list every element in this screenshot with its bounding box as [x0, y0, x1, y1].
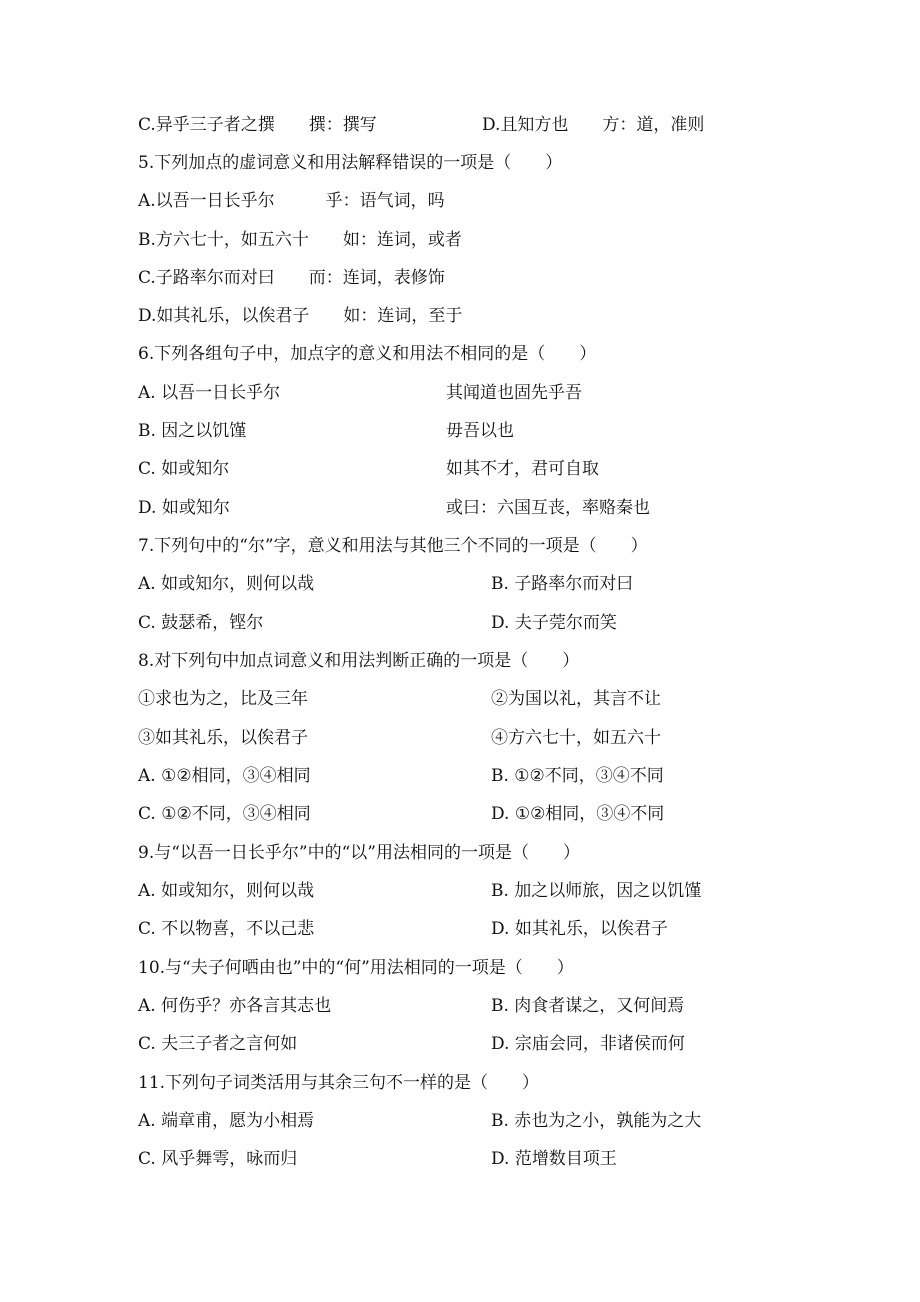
q5-option-a: A.以吾一日长乎尔 乎：语气词，吗: [138, 191, 445, 211]
q7-option-c: C. 鼓瑟希，铿尔: [138, 613, 264, 633]
q6-option-c-left: C. 如或知尔: [138, 459, 230, 479]
line-1a: C.异乎三子者之撰 撰：撰写: [138, 115, 377, 135]
q8-item-1: ①求也为之，比及三年: [138, 689, 308, 709]
q5-option-b: B.方六七十，如五六十 如：连词，或者: [138, 230, 462, 250]
q6-option-a-right: 其闻道也固先乎吾: [446, 383, 582, 403]
q9-option-c: C. 不以物喜，不以己悲: [138, 919, 315, 939]
question-5: 5.下列加点的虚词意义和用法解释错误的一项是（ ）: [138, 153, 563, 173]
q5-option-d: D.如其礼乐，以俟君子 如：连词，至于: [138, 306, 463, 326]
question-9: 9.与“以吾一日长乎尔”中的“以”用法相同的一项是（ ）: [138, 843, 580, 863]
q11-option-c: C. 风乎舞雩，咏而归: [138, 1149, 298, 1169]
q11-option-d: D. 范增数目项王: [491, 1149, 617, 1169]
q8-option-c: C. ①②不同，③④相同: [138, 804, 311, 824]
q8-option-b: B. ①②不同，③④不同: [491, 766, 664, 786]
question-8: 8.对下列句中加点词意义和用法判断正确的一项是（ ）: [138, 651, 580, 671]
q6-option-c-right: 如其不才，君可自取: [446, 459, 599, 479]
question-7: 7.下列句中的“尔”字，意义和用法与其他三个不同的一项是（ ）: [138, 536, 648, 556]
q6-option-a-left: A. 以吾一日长乎尔: [138, 383, 281, 403]
q10-option-d: D. 宗庙会同，非诸侯而何: [491, 1034, 685, 1054]
q8-option-a: A. ①②相同，③④相同: [138, 766, 311, 786]
q9-option-d: D. 如其礼乐，以俟君子: [491, 919, 668, 939]
q6-option-d-left: D. 如或知尔: [138, 498, 230, 518]
q8-item-3: ③如其礼乐，以俟君子: [138, 728, 308, 748]
q10-option-a: A. 何伤乎？亦各言其志也: [138, 996, 332, 1016]
q6-option-b-left: B. 因之以饥馑: [138, 421, 247, 441]
q6-option-d-right: 或曰：六国互丧，率赂秦也: [446, 498, 650, 518]
line-1b: D.且知方也 方：道，准则: [482, 115, 705, 135]
q9-option-a: A. 如或知尔，则何以哉: [138, 881, 315, 901]
q7-option-d: D. 夫子莞尔而笑: [491, 613, 617, 633]
q7-option-b: B. 子路率尔而对曰: [491, 574, 634, 594]
q10-option-b: B. 肉食者谋之，又何间焉: [491, 996, 685, 1016]
q9-option-b: B. 加之以师旅，因之以饥馑: [491, 881, 702, 901]
question-6: 6.下列各组句子中，加点字的意义和用法不相同的是（ ）: [138, 344, 597, 364]
q5-option-c: C.子路率尔而对曰 而：连词，表修饰: [138, 268, 445, 288]
question-11: 11.下列句子词类活用与其余三句不一样的是（ ）: [138, 1073, 540, 1093]
q7-option-a: A. 如或知尔，则何以哉: [138, 574, 315, 594]
q6-option-b-right: 毋吾以也: [446, 421, 514, 441]
q8-option-d: D. ①②相同，③④不同: [491, 804, 665, 824]
q10-option-c: C. 夫三子者之言何如: [138, 1034, 298, 1054]
q11-option-b: B. 赤也为之小，孰能为之大: [491, 1111, 702, 1131]
question-10: 10.与“夫子何哂由也”中的“何”用法相同的一项是（ ）: [138, 958, 574, 978]
q8-item-4: ④方六七十，如五六十: [491, 728, 661, 748]
q8-item-2: ②为国以礼，其言不让: [491, 689, 661, 709]
q11-option-a: A. 端章甫，愿为小相焉: [138, 1111, 315, 1131]
